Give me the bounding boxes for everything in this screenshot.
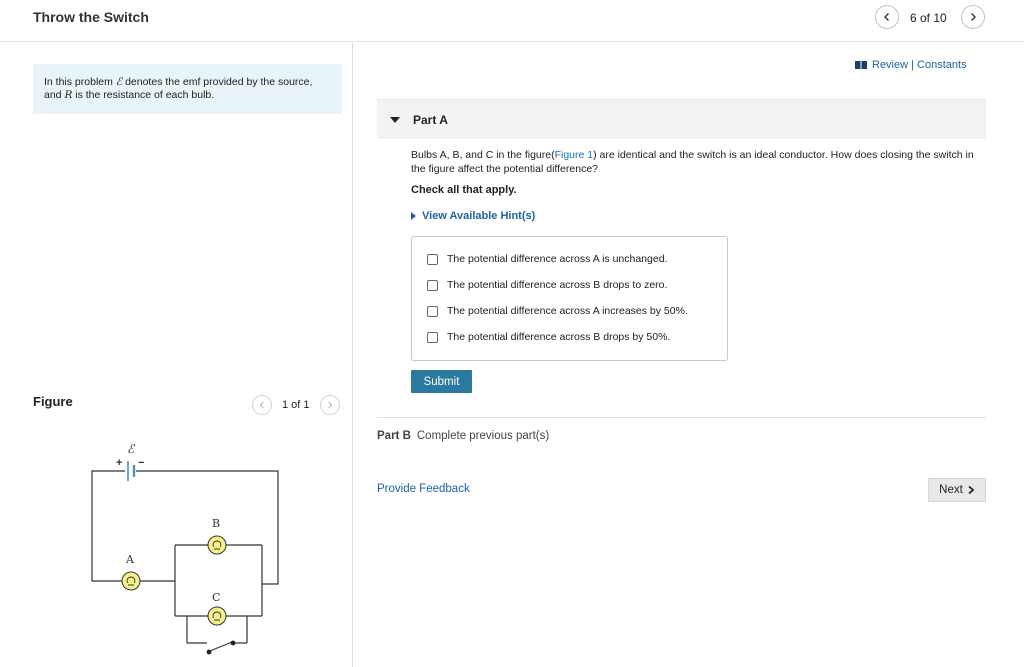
figure-next-button[interactable]	[320, 395, 340, 415]
answer-options	[411, 236, 728, 361]
bulb-b	[208, 536, 226, 554]
chevron-right-icon	[968, 12, 978, 22]
collapse-triangle-icon	[390, 117, 400, 123]
review-constants-text: Review | Constants	[872, 59, 967, 71]
next-problem-button[interactable]	[961, 5, 985, 29]
view-hints-toggle[interactable]	[411, 210, 535, 222]
bulb-b-label: B	[212, 517, 221, 530]
chevron-left-icon	[258, 401, 266, 409]
part-b-row	[377, 430, 549, 442]
review-constants-link[interactable]	[855, 59, 967, 71]
part-b-label: Part B	[377, 430, 411, 442]
view-hints-label: View Available Hint(s)	[422, 210, 536, 222]
part-b-status: Complete previous part(s)	[416, 430, 550, 442]
section-divider	[377, 417, 986, 418]
emf-symbol: ℰ	[115, 76, 123, 88]
option-4-label: The potential difference across B drops by 50%.	[447, 331, 671, 343]
problem-intro	[33, 64, 342, 114]
option-1-checkbox[interactable]	[427, 254, 438, 265]
question-text-2: ) are identical and the switch is an ideal conductor. How does closing the switch in the figure affect the potential difference?	[411, 149, 974, 175]
option-1-label: The potential difference across A is unchanged.	[447, 253, 668, 265]
option-1[interactable]	[427, 253, 667, 265]
header-bar	[0, 0, 1024, 42]
chevron-right-icon	[967, 485, 975, 495]
part-a-header[interactable]	[377, 99, 986, 139]
switch-terminal-right	[231, 641, 236, 646]
emf-label: ℰ	[127, 442, 135, 456]
next-button[interactable]	[928, 478, 986, 502]
option-2[interactable]	[427, 279, 667, 291]
option-3-label: The potential difference across A increases by 50%.	[447, 305, 688, 317]
bulb-a	[122, 572, 140, 590]
chevron-right-icon	[326, 401, 334, 409]
figure-link[interactable]: Figure 1	[554, 149, 594, 161]
left-panel	[0, 43, 353, 667]
option-2-label: The potential difference across B drops to zero.	[447, 279, 668, 291]
intro-text-2: denotes the emf provided by the source, and	[44, 76, 313, 101]
submit-button[interactable]: Submit	[411, 370, 472, 393]
problem-pager: 6 of 10	[910, 11, 947, 25]
switch-terminal-left	[207, 650, 212, 655]
circuit-diagram[interactable]	[80, 438, 290, 663]
page-title: Throw the Switch	[33, 9, 149, 25]
check-all-instruction: Check all that apply.	[411, 184, 517, 196]
option-3[interactable]	[427, 305, 688, 317]
figure-pager: 1 of 1	[282, 399, 310, 411]
option-3-checkbox[interactable]	[427, 306, 438, 317]
bulb-a-label: A	[126, 553, 134, 566]
part-a-question	[411, 148, 981, 176]
option-4[interactable]	[427, 331, 670, 343]
figure-previous-button[interactable]	[252, 395, 272, 415]
book-icon	[855, 61, 867, 69]
intro-text-3: is the resistance of each bulb.	[72, 89, 215, 101]
intro-text-1: In this problem	[44, 76, 116, 88]
previous-problem-button[interactable]	[875, 5, 899, 29]
expand-triangle-icon	[411, 212, 416, 220]
chevron-left-icon	[882, 12, 892, 22]
question-text-1: Bulbs A, B, and C in the figure(	[411, 149, 555, 161]
figure-title: Figure	[33, 394, 73, 409]
option-4-checkbox[interactable]	[427, 332, 438, 343]
bulb-c-label: C	[212, 591, 221, 604]
bulb-c	[208, 607, 226, 625]
battery-minus-label: −	[138, 457, 145, 469]
resistance-symbol: R	[64, 89, 73, 101]
battery-plus-label: +	[116, 457, 123, 469]
option-2-checkbox[interactable]	[427, 280, 438, 291]
provide-feedback-link[interactable]: Provide Feedback	[377, 483, 470, 495]
next-button-label: Next	[939, 484, 963, 496]
part-a-label: Part A	[413, 113, 448, 127]
